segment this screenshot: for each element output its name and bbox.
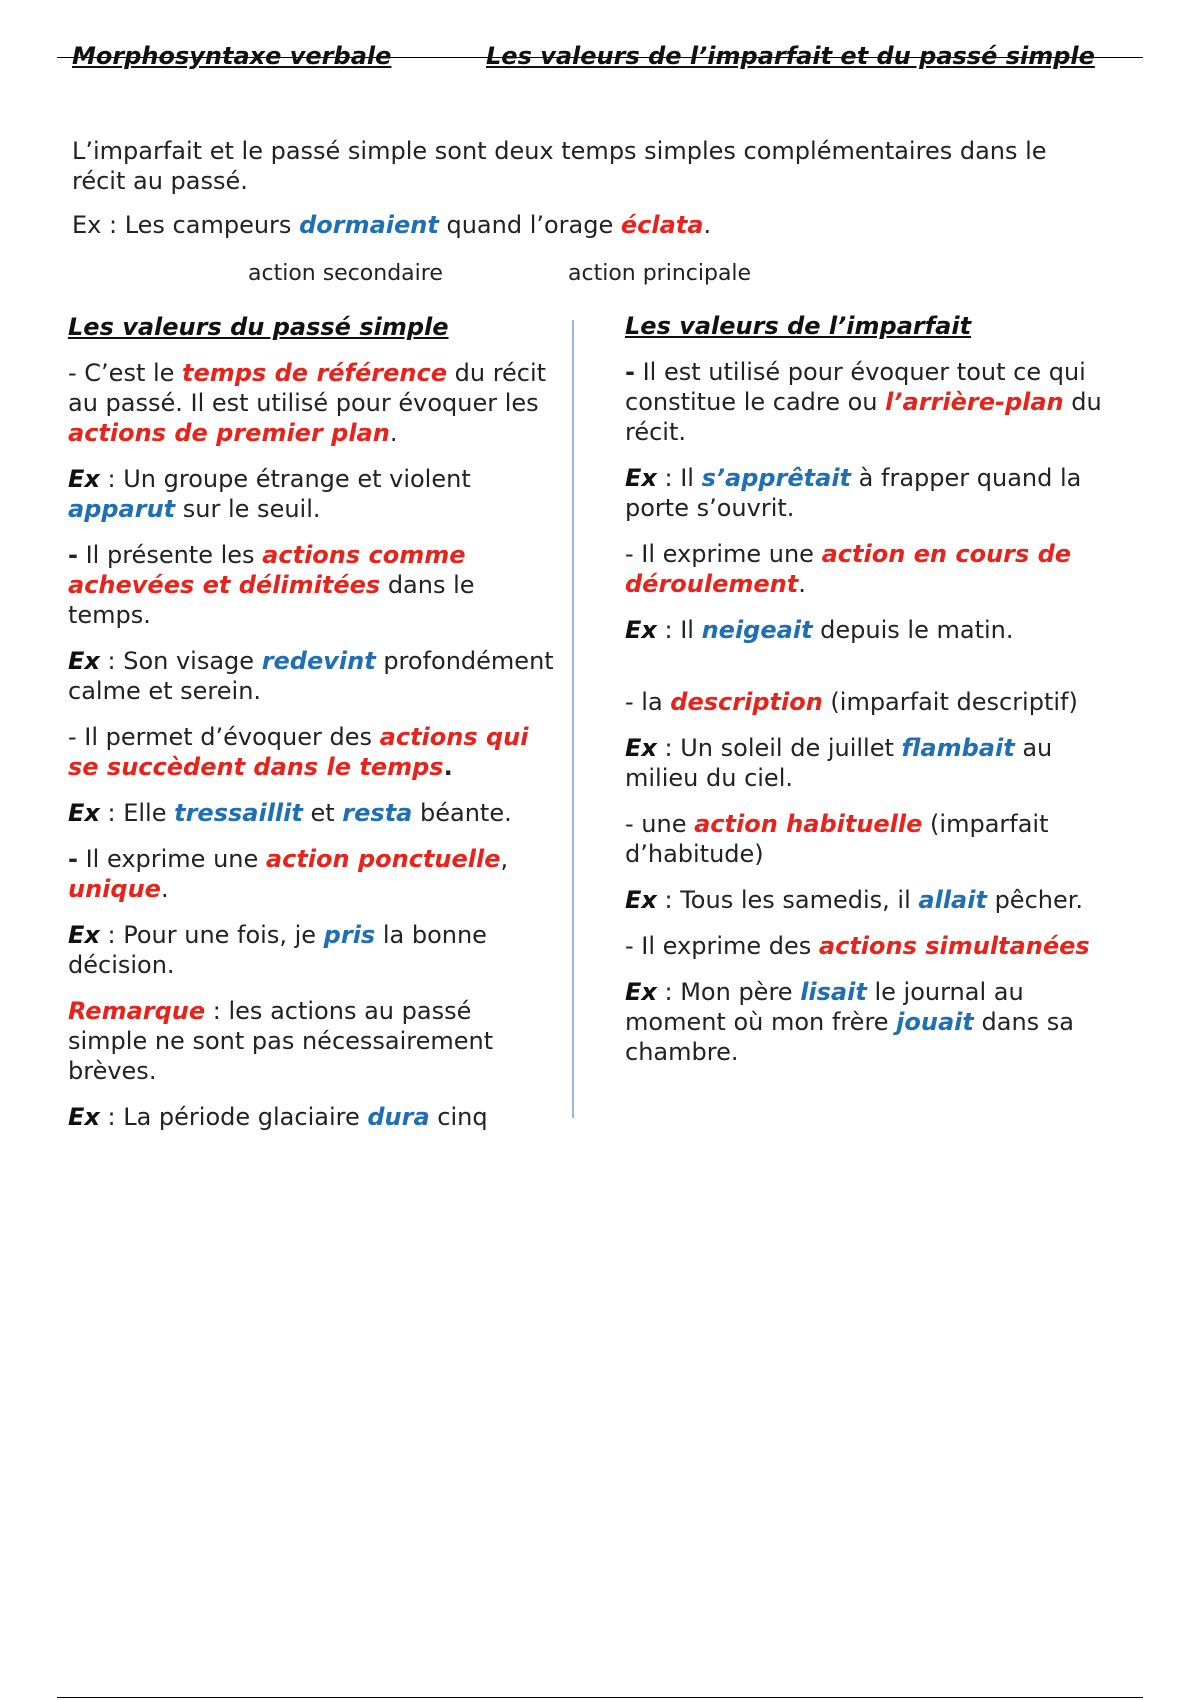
imp-example-2 xyxy=(625,615,1125,645)
ps-value-succession xyxy=(68,722,558,782)
text-segment: : Il xyxy=(656,616,702,644)
example-verb: tressaillit xyxy=(174,799,303,827)
key-term: actions de premier plan xyxy=(68,419,390,447)
ps-value-reference xyxy=(68,358,558,448)
example-verb: pris xyxy=(323,921,376,949)
text-segment: la bonne décision. xyxy=(68,921,487,979)
key-term: actions comme achevées et délimitées xyxy=(68,541,466,599)
text-segment: et xyxy=(302,799,343,827)
ps-remark xyxy=(68,996,558,1086)
text-segment: à frapper quand la porte s’ouvrit. xyxy=(625,464,1082,522)
ex-label: Ex xyxy=(625,734,657,762)
ps-example-1 xyxy=(68,464,558,524)
key-term: temps de référence xyxy=(182,359,447,387)
text-segment: Il exprime une xyxy=(77,845,266,873)
example-verb: dura xyxy=(367,1103,430,1131)
column-divider xyxy=(572,320,574,1118)
intro-example-middle: quand l’orage xyxy=(438,211,621,239)
text-segment: - la xyxy=(625,688,671,716)
text-segment: (imparfait d’habitude) xyxy=(625,810,1049,868)
key-term: action en cours de déroulement xyxy=(625,540,1072,598)
ex-label: Ex xyxy=(625,464,657,492)
text-segment: Il est utilisé pour évoquer tout ce qui constitue le cadre ou xyxy=(625,358,1086,416)
text-segment: : Son visage xyxy=(99,647,262,675)
imparfait-column xyxy=(625,311,1125,1083)
text-segment: : Elle xyxy=(99,799,175,827)
text-segment: - xyxy=(68,541,78,569)
key-term: unique xyxy=(68,875,161,903)
imp-value-background xyxy=(625,357,1125,447)
text-segment: - C’est le xyxy=(68,359,183,387)
text-segment: Il présente les xyxy=(77,541,263,569)
text-segment: depuis le matin. xyxy=(812,616,1014,644)
key-term: action habituelle xyxy=(694,810,923,838)
ex-label: Ex xyxy=(625,978,657,1006)
text-segment: le journal au moment où mon frère xyxy=(625,978,1024,1036)
ps-value-punctual xyxy=(68,844,558,904)
example-verb: lisait xyxy=(800,978,867,1006)
key-term: actions simultanées xyxy=(818,932,1090,960)
text-segment: profondément calme et serein. xyxy=(68,647,554,705)
text-segment: : La période glaciaire xyxy=(99,1103,368,1131)
imp-example-3 xyxy=(625,733,1125,793)
intro-example-prefix: Ex : Les campeurs xyxy=(72,211,300,239)
key-term: l’arrière-plan xyxy=(885,388,1064,416)
footer-rule xyxy=(57,1697,1143,1698)
text-segment: - une xyxy=(625,810,695,838)
imp-example-1 xyxy=(625,463,1125,523)
intro-verb-secondary: dormaient xyxy=(299,211,439,239)
header-title: Les valeurs de l’imparfait et du passé simple xyxy=(486,42,1095,70)
text-segment: cinq xyxy=(429,1103,488,1131)
text-segment: : Pour une fois, je xyxy=(99,921,324,949)
imp-value-simultaneous xyxy=(625,931,1125,961)
ex-label: Ex xyxy=(625,616,657,644)
text-segment: : Il xyxy=(656,464,702,492)
key-term: description xyxy=(670,688,823,716)
ps-example-2 xyxy=(68,646,558,706)
intro-example-suffix: . xyxy=(703,211,712,239)
passe-simple-column xyxy=(68,312,558,1152)
text-segment: . xyxy=(160,875,169,903)
ex-label: Ex xyxy=(68,647,100,675)
ps-example-3 xyxy=(68,798,558,828)
text-segment: (imparfait descriptif) xyxy=(822,688,1078,716)
text-segment: dans le temps. xyxy=(68,571,475,629)
text-segment: - xyxy=(625,358,635,386)
text-segment: du récit. xyxy=(625,388,1102,446)
text-segment: : les actions au passé simple ne sont pas nécessairement brèves. xyxy=(68,997,494,1085)
ex-label: Ex xyxy=(68,921,100,949)
ex-label: Ex xyxy=(68,465,100,493)
text-segment: : Mon père xyxy=(656,978,801,1006)
text-segment: - Il permet d’évoquer des xyxy=(68,723,380,751)
ex-label: Ex xyxy=(625,886,657,914)
example-verb: resta xyxy=(342,799,413,827)
example-verb: flambait xyxy=(901,734,1015,762)
label-secondary-action: action secondaire xyxy=(248,261,443,286)
text-segment: pêcher. xyxy=(986,886,1084,914)
key-term: actions qui se succèdent dans le temps xyxy=(68,723,529,781)
label-principal-action: action principale xyxy=(568,261,752,286)
example-verb: apparut xyxy=(68,495,176,523)
imp-example-4 xyxy=(625,885,1125,915)
text-segment: du récit au passé. Il est utilisé pour évoquer les xyxy=(68,359,547,417)
text-segment: dans sa chambre. xyxy=(625,1008,1074,1066)
text-segment: - Il exprime des xyxy=(625,932,819,960)
text-segment: béante. xyxy=(412,799,512,827)
header-subject: Morphosyntaxe verbale xyxy=(72,42,392,70)
text-segment: : Tous les samedis, il xyxy=(656,886,919,914)
spacer xyxy=(625,661,1125,687)
text-segment: : Un groupe étrange et violent xyxy=(99,465,471,493)
text-segment: sur le seuil. xyxy=(175,495,321,523)
text-segment: . xyxy=(389,419,398,447)
text-segment: au milieu du ciel. xyxy=(625,734,1053,792)
ex-label: Ex xyxy=(68,799,100,827)
intro-example xyxy=(72,210,1072,240)
intro-sentence: L’imparfait et le passé simple sont deux temps simples complémentaires dans le récit au passé. xyxy=(72,137,1047,195)
example-verb: allait xyxy=(918,886,987,914)
imp-value-habit xyxy=(625,809,1125,869)
ex-label: Ex xyxy=(68,1103,100,1131)
example-verb: jouait xyxy=(896,1008,974,1036)
passe-simple-title: Les valeurs du passé simple xyxy=(68,313,449,341)
text-segment: - xyxy=(68,845,78,873)
ps-example-4 xyxy=(68,920,558,980)
text-segment: , xyxy=(500,845,509,873)
intro-verb-principal: éclata xyxy=(620,211,704,239)
imp-example-5 xyxy=(625,977,1125,1067)
text-segment: . xyxy=(798,570,806,598)
imp-value-ongoing xyxy=(625,539,1125,599)
text-segment: - Il exprime une xyxy=(625,540,822,568)
example-verb: neigeait xyxy=(701,616,813,644)
example-verb: s’apprêtait xyxy=(701,464,852,492)
text-segment: : Un soleil de juillet xyxy=(656,734,902,762)
key-term: action ponctuelle xyxy=(265,845,501,873)
text-segment: . xyxy=(443,753,453,781)
imparfait-title: Les valeurs de l’imparfait xyxy=(625,312,972,340)
ps-value-completed xyxy=(68,540,558,630)
remark-label: Remarque xyxy=(68,997,206,1025)
imp-value-description xyxy=(625,687,1125,717)
ps-example-5 xyxy=(68,1102,558,1132)
intro-block xyxy=(72,136,1072,254)
example-verb: redevint xyxy=(261,647,376,675)
